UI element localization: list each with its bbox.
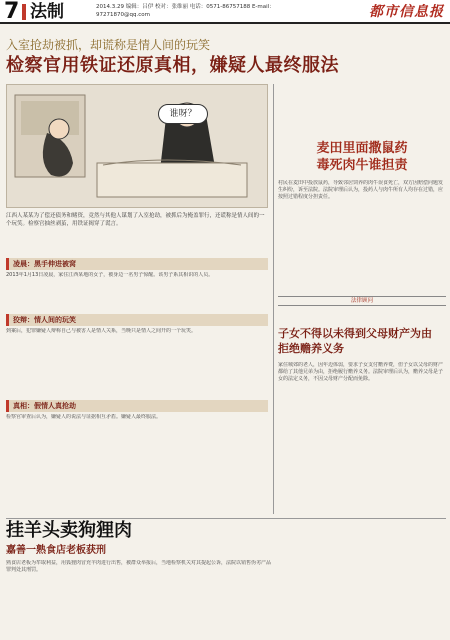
cartoon-drawing: [7, 85, 268, 208]
story1-headline-text: 麦田里面撒鼠药 毒死肉牛谁担责: [316, 141, 408, 173]
page-accent-bar: [22, 4, 26, 20]
story1-headline: [278, 140, 446, 174]
section-body-1: 2013年1月13日凌晨，家住江西某地的女子，被身边一名男子惊醒。该男子系其相识的人员。: [6, 272, 214, 278]
bottom-divider: [6, 518, 446, 519]
page-meta: 2014.3.29 编辑：吕伊 校对：张维丽 电话：0571-86757188 E-mail：97271870@qq.com: [96, 4, 275, 18]
lead-kicker: 入室抢劫被抓，却谎称是情人间的玩笑: [6, 38, 211, 52]
speech-bubble: 谁呀？: [158, 104, 208, 124]
story2-headline-text: 子女不得以未得到父母财产为由 拒绝赡养义务: [278, 327, 432, 355]
story1-body: 村民在麦田中投放鼠药，导致邻居饲养的肉牛误食死亡，双方因赔偿问题发生纠纷，诉至法院。法院审理后认为，投药人与肉牛所有人均存在过错，应按照过错程度分担责任。: [278, 180, 444, 200]
story2-headline: [278, 326, 446, 356]
section-heading-2: 狡辩：情人间的玩笑: [6, 314, 268, 326]
lead-caption: 江西人某某为了偿还债务和赌资，竟然与其他人谋划了入室抢劫，被抓后为掩盖罪行，还谎称是情人间的一个玩笑。检察官抽丝剥茧，用铁证揭穿了谎言。: [6, 213, 265, 227]
lead-illustration: [6, 84, 268, 208]
bottom-headline: 挂羊头卖狗狸肉: [6, 520, 132, 541]
bottom-body: 熟食店老板为牟取利益，用狐狸肉冒充羊肉进行出售，被群众举报后，当地检察机关对其提起公诉，法院以销售伪劣产品罪判处其刑罚。: [6, 560, 272, 573]
section-label-bar: 法律顾问: [278, 296, 446, 306]
section-title: 法制: [30, 2, 64, 22]
page-number: 7: [4, 0, 20, 24]
section-heading-3: 真相：假情人真抢劫: [6, 400, 268, 412]
lead-headline: 检察官用铁证还原真相，嫌疑人最终服法: [6, 55, 339, 76]
section-body-2: 到案后，犯罪嫌疑人辩称自己与被害人是情人关系，当晚只是情人之间开的一个玩笑。: [6, 328, 197, 334]
story2-body: 家住城郊的老人，因年迈体弱，要求子女支付赡养费，但子女以父母的财产都给了其他兄弟为由，拒绝履行赡养义务。法院审理后认为，赡养父母是子女的法定义务，不因父母财产分配而免除。: [278, 362, 444, 382]
masthead: 都市信息报: [369, 4, 444, 20]
section-heading-1: 凌晨：黑手伸进被窝: [6, 258, 268, 270]
bottom-subhead: 嘉善一熟食店老板获刑: [6, 545, 106, 556]
column-divider: [273, 84, 274, 514]
page-header: [0, 0, 450, 24]
section-body-3: 检察官审查后认为，嫌疑人的说法与证据相互矛盾。嫌疑人最终服法。: [6, 414, 162, 420]
